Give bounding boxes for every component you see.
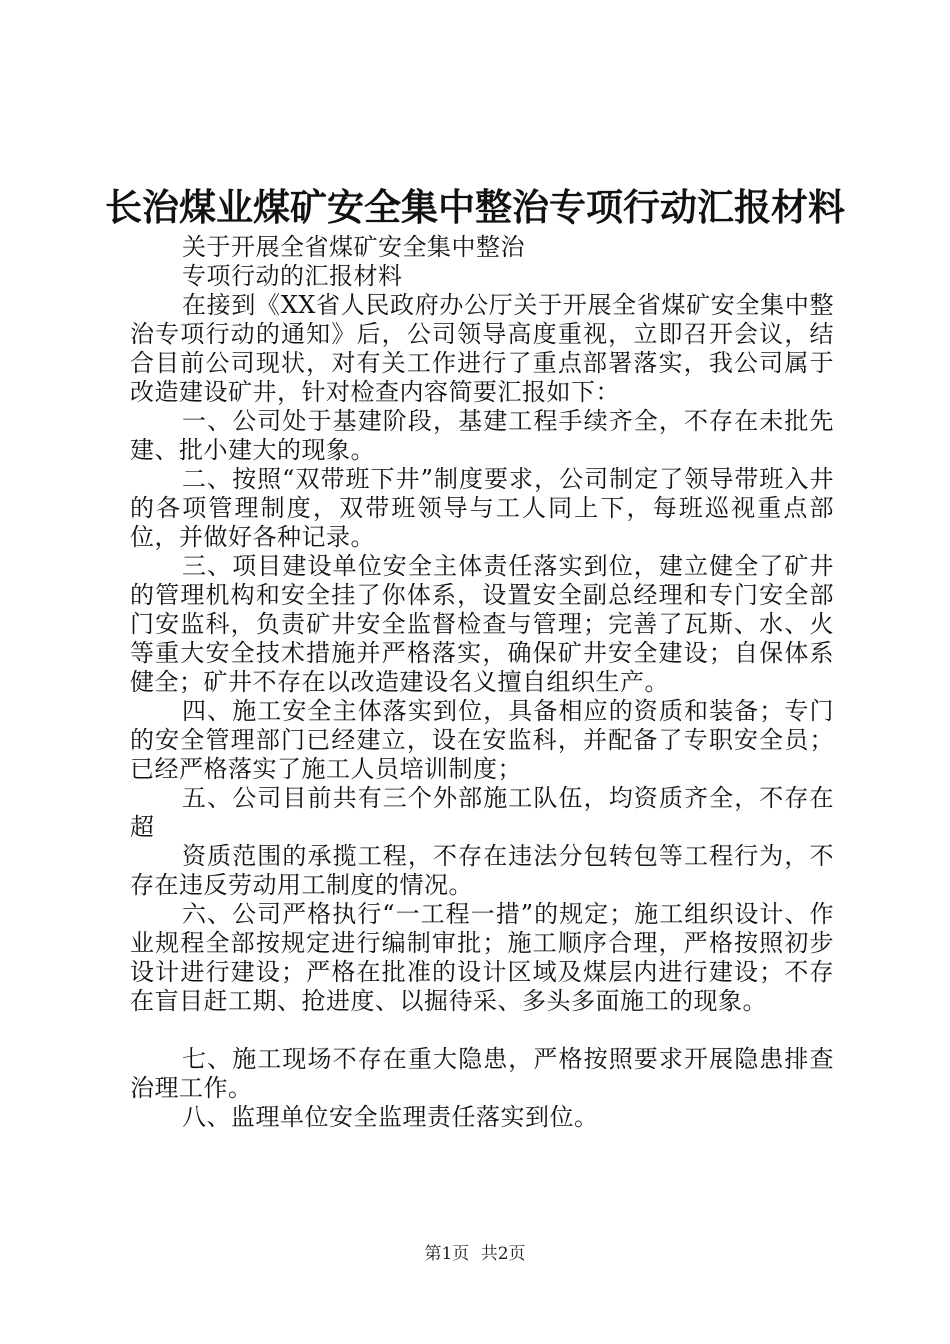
paragraph-item-2: 二、按照“双带班下井”制度要求，公司制定了领导带班入井的各项管理制度，双带班领导与工人同上下，每班巡视重点部位，并做好各种记录。 <box>130 465 834 551</box>
paragraph-item-6: 六、公司严格执行“一工程一措”的规定；施工组织设计、作业规程全部按规定进行编制审批；施工顺序合理，严格按照初步设计进行建设；严格在批准的设计区域及煤层内进行建设；不存在盲目赶工期、抢进度、以掘待采、多头多面施工的现象。 <box>130 900 834 1015</box>
page-footer <box>0 1243 950 1265</box>
intro-paragraph: 在接到《XX省人民政府办公厅关于开展全省煤矿安全集中整治专项行动的通知》后，公司领导高度重视，立即召开会议，结合目前公司现状，对有关工作进行了重点部署落实，我公司属于改造建设矿井，针对检查内容简要汇报如下： <box>130 291 834 406</box>
paragraph-item-5: 五、公司目前共有三个外部施工队伍，均资质齐全，不存在超 <box>130 784 834 841</box>
paragraph-item-3: 三、项目建设单位安全主体责任落实到位，建立健全了矿井的管理机构和安全挂了你体系，设置安全副总经理和专门安全部门安监科，负责矿井安全监督检查与管理；完善了瓦斯、水、火等重大安全技术措施并严格落实，确保矿井安全建设；自保体系健全；矿井不存在以改造建设名义擅自组织生产。 <box>130 552 834 696</box>
paragraph-item-8: 八、监理单位安全监理责任落实到位。 <box>182 1103 599 1131</box>
page-number: 第1页 <box>424 1244 470 1264</box>
subtitle-line-1: 关于开展全省煤矿安全集中整治 <box>182 233 525 261</box>
paragraph-item-5-continued: 资质范围的承揽工程，不存在违法分包转包等工程行为，不存在违反劳动用工制度的情况。 <box>130 842 834 899</box>
paragraph-item-1: 一、公司处于基建阶段，基建工程手续齐全，不存在未批先建、批小建大的现象。 <box>130 407 834 464</box>
page-total: 共2页 <box>480 1244 526 1264</box>
document-body <box>130 233 834 1132</box>
paragraph-item-4: 四、施工安全主体落实到位，具备相应的资质和装备；专门的安全管理部门已经建立，设在安监科，并配备了专职安全员；已经严格落实了施工人员培训制度； <box>130 697 834 783</box>
subtitle-line-2: 专项行动的汇报材料 <box>182 262 403 290</box>
paragraph-item-7: 七、施工现场不存在重大隐患，严格按照要求开展隐患排查治理工作。 <box>130 1045 834 1102</box>
document-title: 长治煤业煤矿安全集中整治专项行动汇报材料 <box>105 186 845 229</box>
